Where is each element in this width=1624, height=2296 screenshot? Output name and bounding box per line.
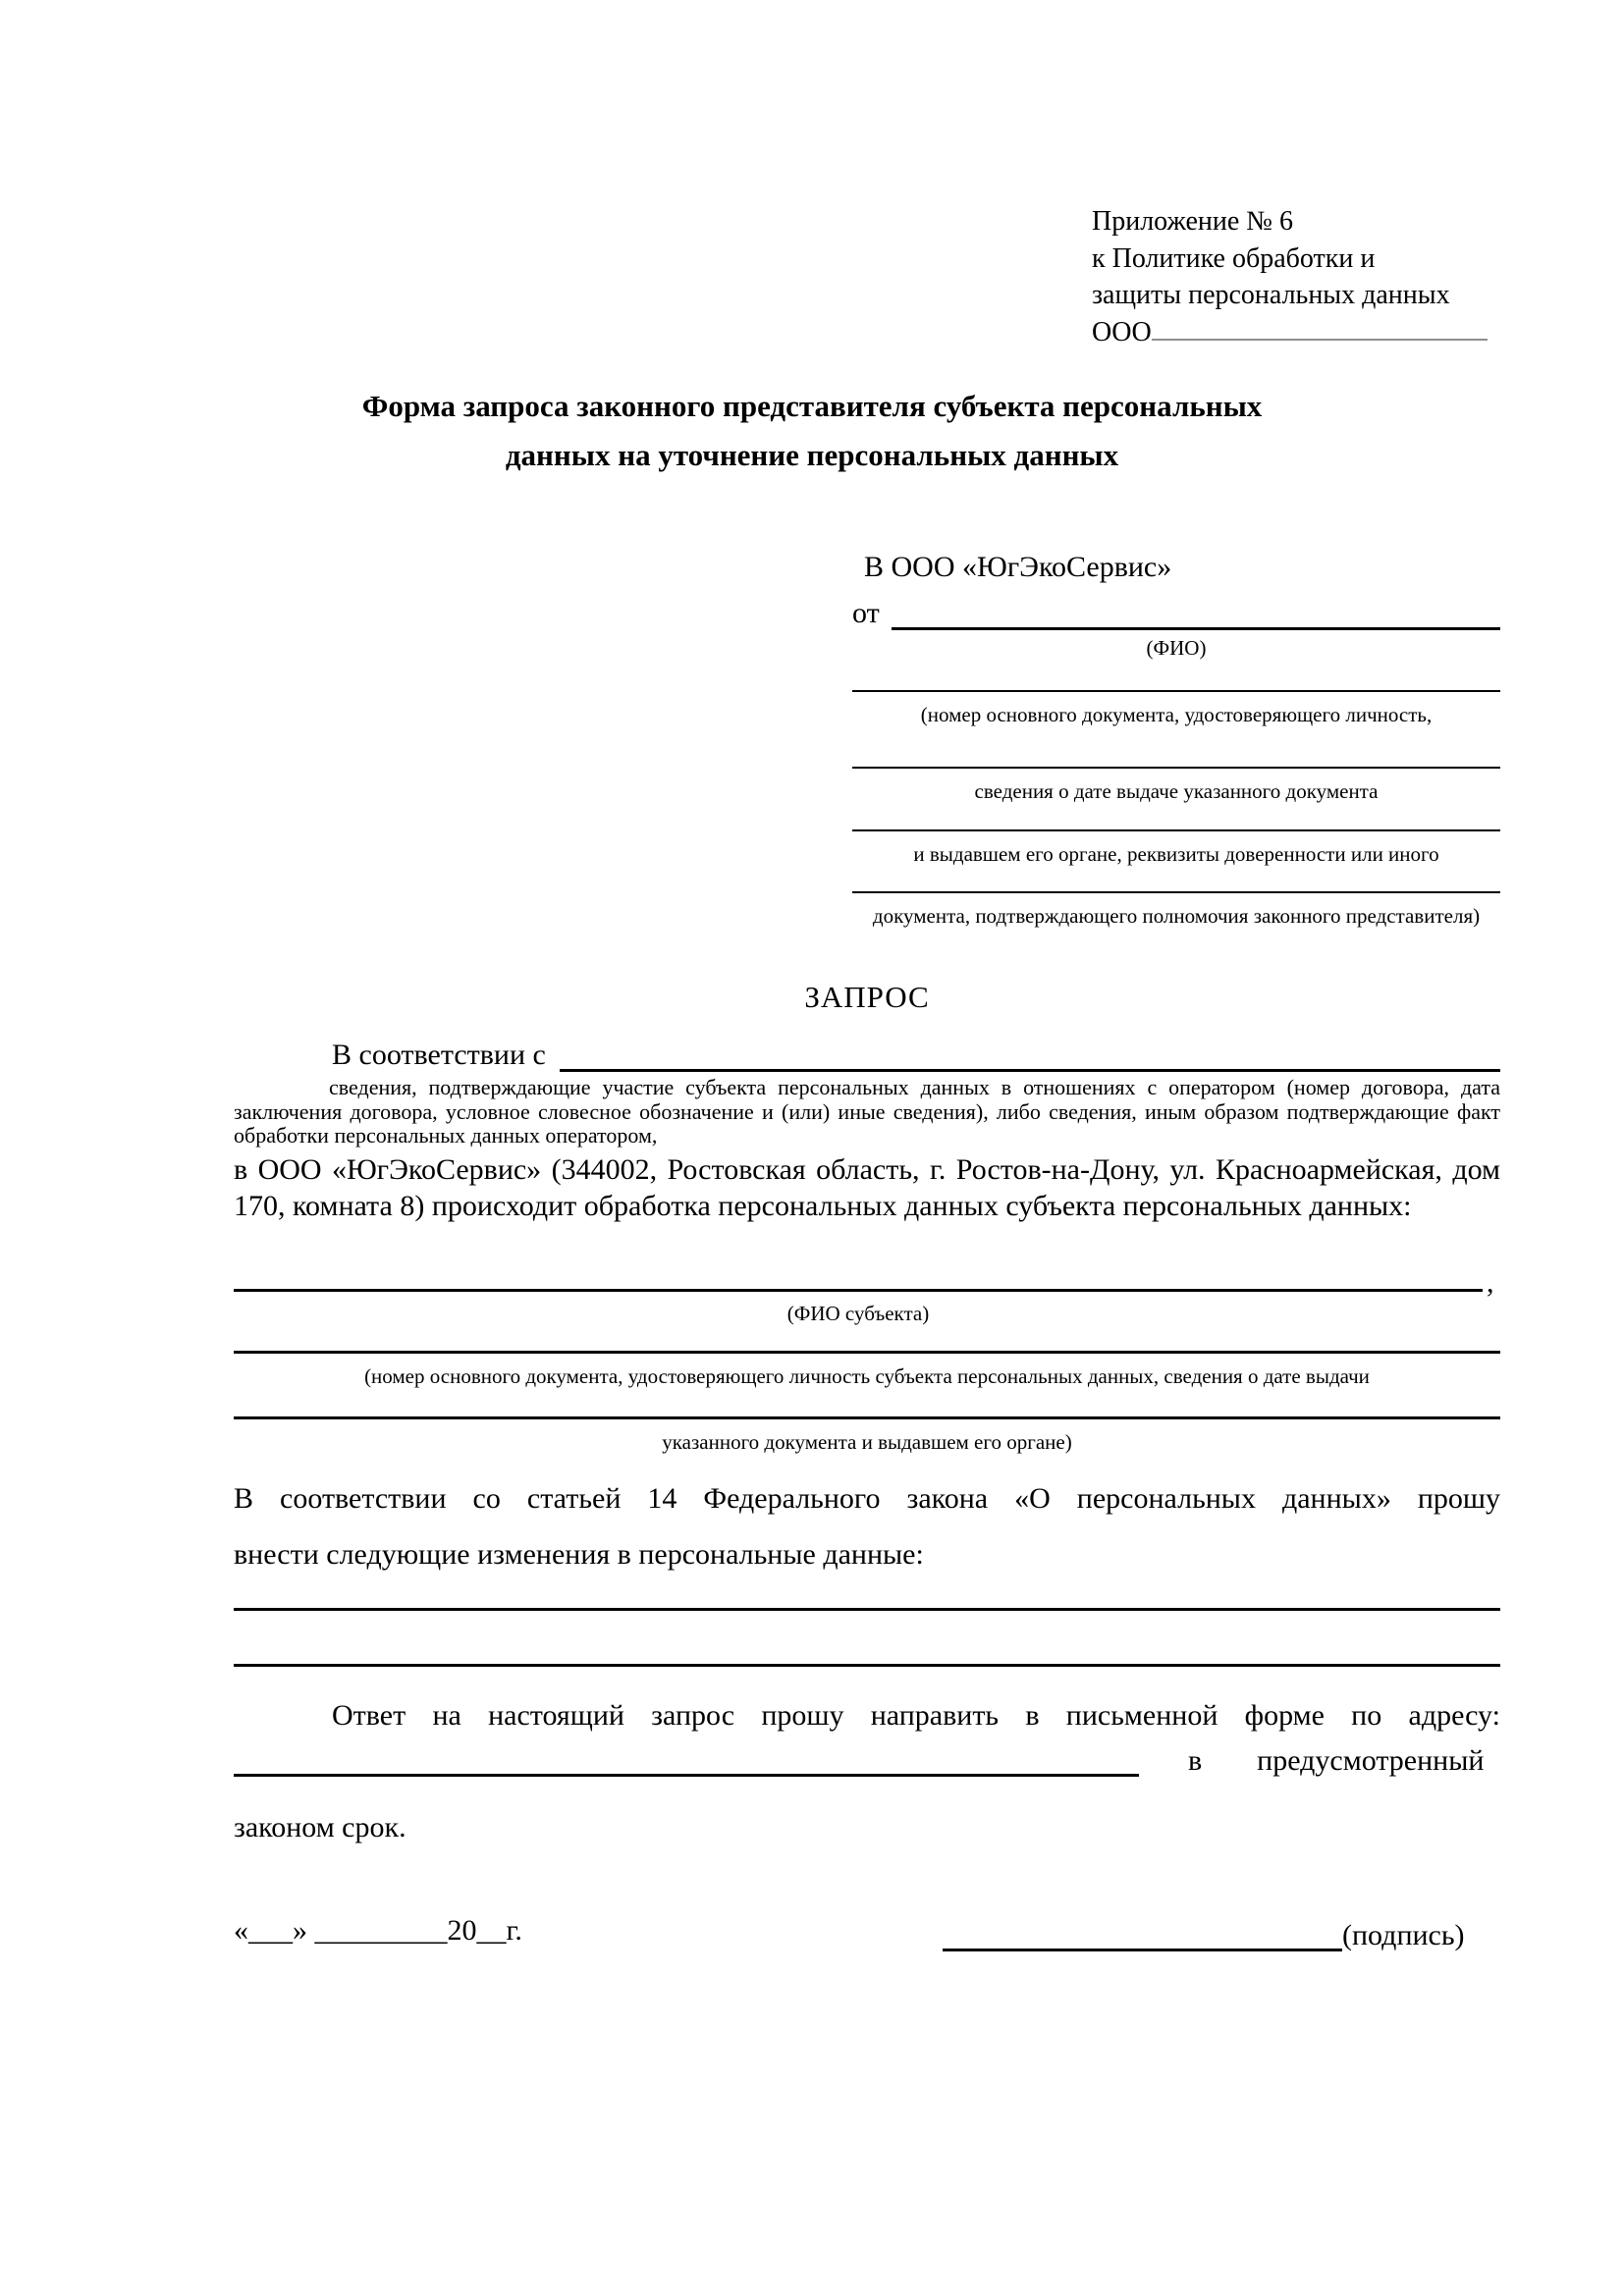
accordance-label: В соответствии с xyxy=(332,1039,546,1071)
subject-doc-blank-line-2[interactable] xyxy=(234,1416,1500,1419)
accordance-row xyxy=(234,1033,1500,1072)
operator-paragraph: в ООО «ЮгЭкоСервис» (344002, Ростовская область, г. Ростов-на-Дону, ул. Красноармейская, дом 170, комната 8) происходит обработка персональных данных субъекта персональных данных: xyxy=(234,1153,1500,1222)
changes-blank-line-1[interactable] xyxy=(234,1608,1500,1611)
id-doc-blank-line-1[interactable] xyxy=(852,690,1500,692)
appendix-note xyxy=(1092,203,1514,350)
id-doc-blank-line-3[interactable] xyxy=(852,829,1500,831)
appendix-note-line2: к Политике обработки и xyxy=(1092,242,1376,274)
subject-fio-blank-line[interactable] xyxy=(234,1289,1483,1292)
from-label: от xyxy=(852,597,880,629)
subject-fio-caption: (ФИО субъекта) xyxy=(786,1302,930,1325)
subject-doc-caption-2: указанного документа и выдавшем его органе) xyxy=(662,1430,1072,1454)
signature-row xyxy=(943,1916,1465,1951)
law-term-text: законом срок. xyxy=(234,1811,406,1843)
request-heading: ЗАПРОС xyxy=(804,980,930,1014)
signature-caption: (подпись) xyxy=(1342,1919,1465,1951)
subject-doc-blank-line-1[interactable] xyxy=(234,1351,1500,1354)
id-doc-caption-1: (номер основного документа, удостоверяющего личность, xyxy=(920,703,1433,726)
id-doc-blank-line-2[interactable] xyxy=(852,767,1500,769)
representative-fio-blank-line[interactable] xyxy=(892,588,1500,630)
appendix-note-line3: защиты персональных данных xyxy=(1092,280,1450,310)
appendix-note-line1: Приложение № 6 xyxy=(1092,206,1293,237)
id-doc-blank-line-4[interactable] xyxy=(852,891,1500,893)
form-title-line2: данных на уточнение персональных данных xyxy=(505,438,1119,472)
law-request-line2: внести следующие изменения в персональные данные: xyxy=(234,1538,924,1571)
answer-tail-row xyxy=(234,1742,1502,1777)
org-prefix: ООО xyxy=(1092,316,1152,347)
footnote-text: сведения, подтверждающие участие субъекта персональных данных в отношениях с оператором (номер договора, дата заключения договора, условное словесное обозначение и (или) иные сведения), либо сведения, иным образом подтверждающие факт обработки персональных данных оператором, xyxy=(234,1075,1500,1148)
address-blank-line[interactable] xyxy=(234,1739,1139,1777)
from-row xyxy=(852,591,1500,630)
form-title-line1: Форма запроса законного представителя субъекта персональных xyxy=(361,389,1263,423)
org-name-blank-line[interactable] xyxy=(1152,315,1488,341)
changes-blank-line-2[interactable] xyxy=(234,1664,1500,1667)
appendix-org-row xyxy=(1092,314,1514,351)
law-request-line1: В соответствии со статьей 14 Федерального закона «О персональных данных» прошу xyxy=(234,1482,1500,1515)
answer-tail-word2: предусмотренный xyxy=(1257,1744,1485,1777)
date-field[interactable]: «___» _________20__г. xyxy=(234,1914,522,1947)
subject-fio-comma: , xyxy=(1487,1266,1494,1299)
id-doc-caption-2: сведения о дате выдаче указанного документа xyxy=(974,779,1379,803)
answer-paragraph: Ответ на настоящий запрос прошу направить в письменной форме по адресу: xyxy=(332,1699,1500,1732)
id-doc-caption-4: документа, подтверждающего полномочия законного представителя) xyxy=(872,904,1481,928)
law-request-text xyxy=(234,1470,1500,1582)
signature-blank-line[interactable] xyxy=(943,1913,1342,1951)
answer-tail-word1: в xyxy=(1188,1744,1203,1777)
accordance-blank-line[interactable] xyxy=(560,1030,1500,1072)
addressee-org: В ООО «ЮгЭкоСервис» xyxy=(864,551,1172,583)
subject-doc-caption-1: (номер основного документа, удостоверяющего личность субъекта персональных данных, сведения о дате выдачи xyxy=(364,1364,1370,1388)
form-title xyxy=(159,382,1465,480)
fio-caption: (ФИО) xyxy=(1146,636,1207,660)
id-doc-caption-3: и выдавшем его органе, реквизиты доверенности или иного xyxy=(913,842,1439,866)
